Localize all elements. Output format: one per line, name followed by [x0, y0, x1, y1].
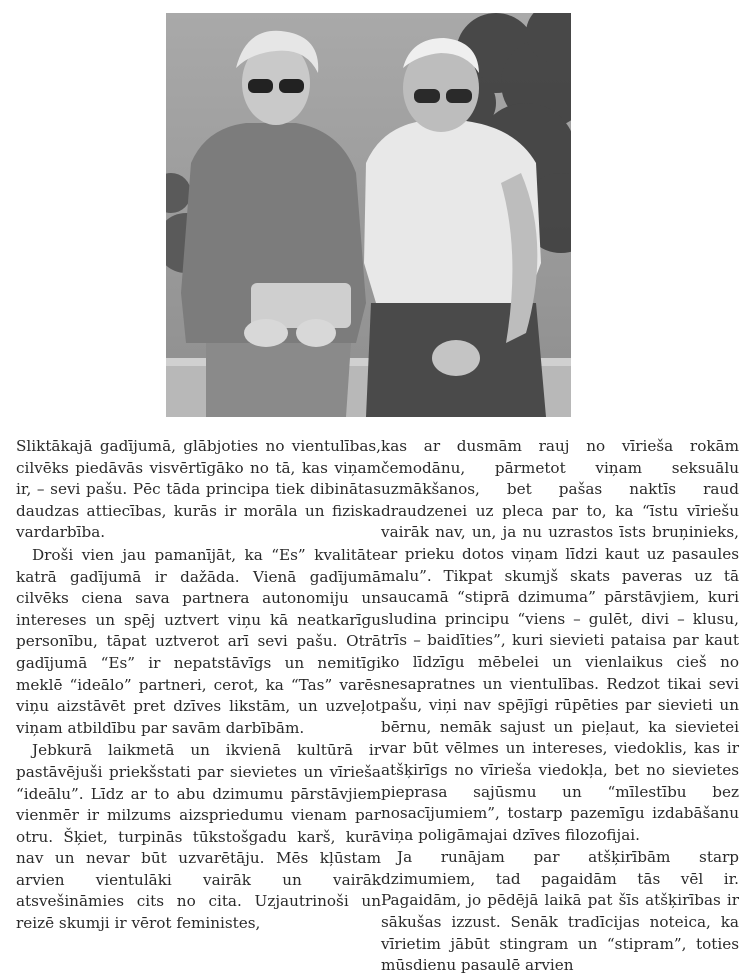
paragraph: kas ar dusmām rauj no vīrieša rokām čemodānu, pārmetot viņam seksuālu uzmākšanos, bet pašas naktīs raud draudzenei uz pleca par to, ka “īstu vīriešu vairāk nav, un, ja nu uzrastos īsts bruņinieks, ar prieku dotos viņam līdzi kaut uz pasaules malu”. Tikpat skumjš skats paveras uz tā saucamā “stiprā dzimuma” pārstāvjiem, kuri sludina principu “viens – gulēt, divi – klusu, trīs – baidīties”, kuri sievieti pataisa par kaut ko līdzīgu mēbelei un vienlaikus cieš no nesapratnes un vientulības. Redzot tikai sevi pašu, viņi nav spējīgi rūpēties par sievieti un bērnu, nemāk sajust un pieļaut, ka sievietei var būt vēlmes un intereses, viedoklis, kas ir atšķirīgs no vīrieša viedokļa, bet no sievietes pieprasa sajūsmu un “mīlestību bez nosacījumiem”, tostarp pazemīgu izdabāšanu viņa poligāmajai dzīves filozofijai.: [381, 437, 739, 844]
paragraph: Sliktākajā gadījumā, glābjoties no vientulības, cilvēks piedāvās visvērtīgāko no tā, kas viņam ir, – sevi pašu. Pēc tāda principa tiek dibinātas daudzas attiecības, kurās ir morāla un fiziska vardarbība.: [16, 437, 381, 542]
paragraph: Jebkurā laikmetā un ikvienā kultūrā ir pastāvējuši priekšstati par sievietes un vīrieša “ideālu”. Līdz ar to abu dzimumu pārstāvjiem vienmēr ir milzums aizspriedumu vienam par otru. Šķiet, turpinās tūkstošgadu karš, kurā nav un nevar būt uzvarētāju. Mēs kļūstam arvien vientulāki vairāk un vairāk atsvešināmies cits no cita. Uzjautrinoši un reizē skumji ir vērot feministes,: [16, 741, 381, 933]
photo-illustration: [166, 13, 571, 417]
paragraph: Ja runājam par atšķirībām starp dzimumiem, tad pagaidām tās vēl ir. Pagaidām, jo pēdējā laikā pat šīs atšķirības ir sākušas izzust. Senāk tradīcijas noteica, ka vīrietim jābūt stingram un “stipram”, toties mūsdienu pasaulē arvien: [381, 848, 739, 975]
paragraph: Droši vien jau pamanījāt, ka “Es” kvalitāte katrā gadījumā ir dažāda. Vienā gadījumā cilvēks ciena sava partnera autonomiju un intereses un spēj uztvert viņu kā neatkarīgu personību, tāpat uztverot arī sevi pašu. Otrā gadījumā “Es” ir nepatstāvīgs un nemitīgi meklē “ideālo” partneri, cerot, ka “Tas” varēs viņu aizstāvēt pret dzīves likstām, un uzveļot viņam atbildību par savām darbībām.: [16, 545, 381, 737]
text-column-right: [381, 436, 739, 977]
text-column-left: [16, 436, 381, 935]
elderly-couple-photo: [166, 13, 571, 417]
